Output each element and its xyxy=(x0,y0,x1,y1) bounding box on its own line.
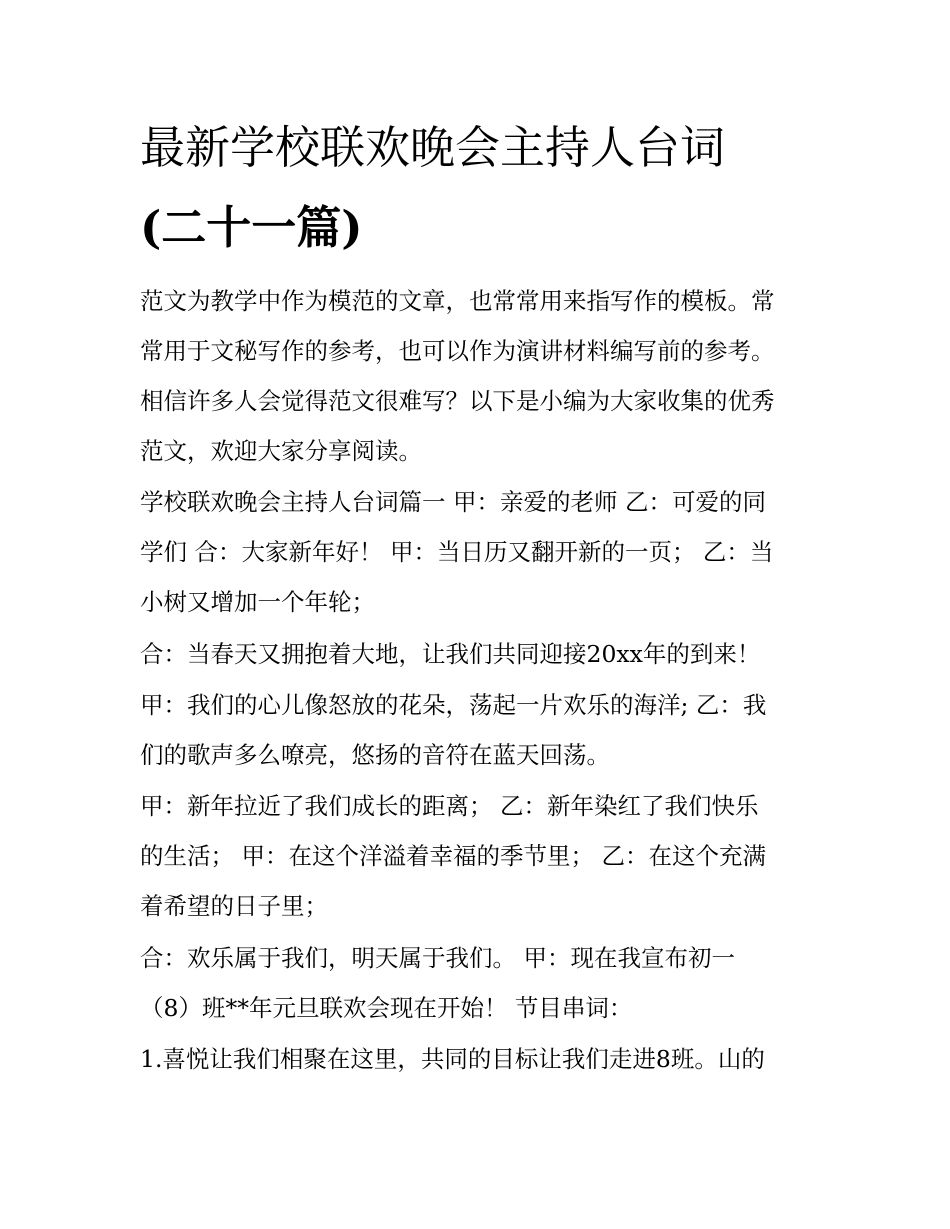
body-line: 着希望的日子里； xyxy=(140,892,328,920)
document-title-line-2: (二十一篇) xyxy=(140,201,363,254)
body-line: 常用于文秘写作的参考，也可以作为演讲材料编写前的参考。 xyxy=(140,337,775,365)
body-line: 合：当春天又拥抱着大地，让我们共同迎接20xx年的到来！ xyxy=(140,640,761,668)
body-line: 相信许多人会觉得范文很难写？以下是小编为大家收集的优秀 xyxy=(140,387,775,415)
body-line: 范文，欢迎大家分享阅读。 xyxy=(140,437,422,465)
document-title-line-1: 最新学校联欢晚会主持人台词 xyxy=(140,121,726,174)
body-line: 学校联欢晚会主持人台词篇一 甲：亲爱的老师 乙：可爱的同 xyxy=(140,488,766,516)
body-line: 甲：我们的心儿像怒放的花朵，荡起一片欢乐的海洋; 乙：我 xyxy=(140,691,767,719)
body-line: 1.喜悦让我们相聚在这里，共同的目标让我们走进8班。山的 xyxy=(140,1045,765,1073)
body-line: 们的歌声多么嘹亮，悠扬的音符在蓝天回荡。 xyxy=(140,741,610,769)
body-line: 范文为教学中作为模范的文章，也常常用来指写作的模板。常 xyxy=(140,287,775,315)
body-line: 的生活； 甲：在这个洋溢着幸福的季节里； 乙：在这个充满 xyxy=(140,842,766,870)
body-line: 学们 合：大家新年好！ 甲：当日历又翻开新的一页； 乙：当 xyxy=(140,538,774,566)
body-line: （8）班**年元旦联欢会现在开始！ 节目串词： xyxy=(140,994,633,1022)
body-line: 小树又增加一个年轮； xyxy=(140,588,375,616)
body-line: 甲：新年拉近了我们成长的距离； 乙：新年染红了我们快乐 xyxy=(140,792,759,820)
body-line: 合：欢乐属于我们，明天属于我们。 甲：现在我宣布初一 xyxy=(140,944,735,972)
